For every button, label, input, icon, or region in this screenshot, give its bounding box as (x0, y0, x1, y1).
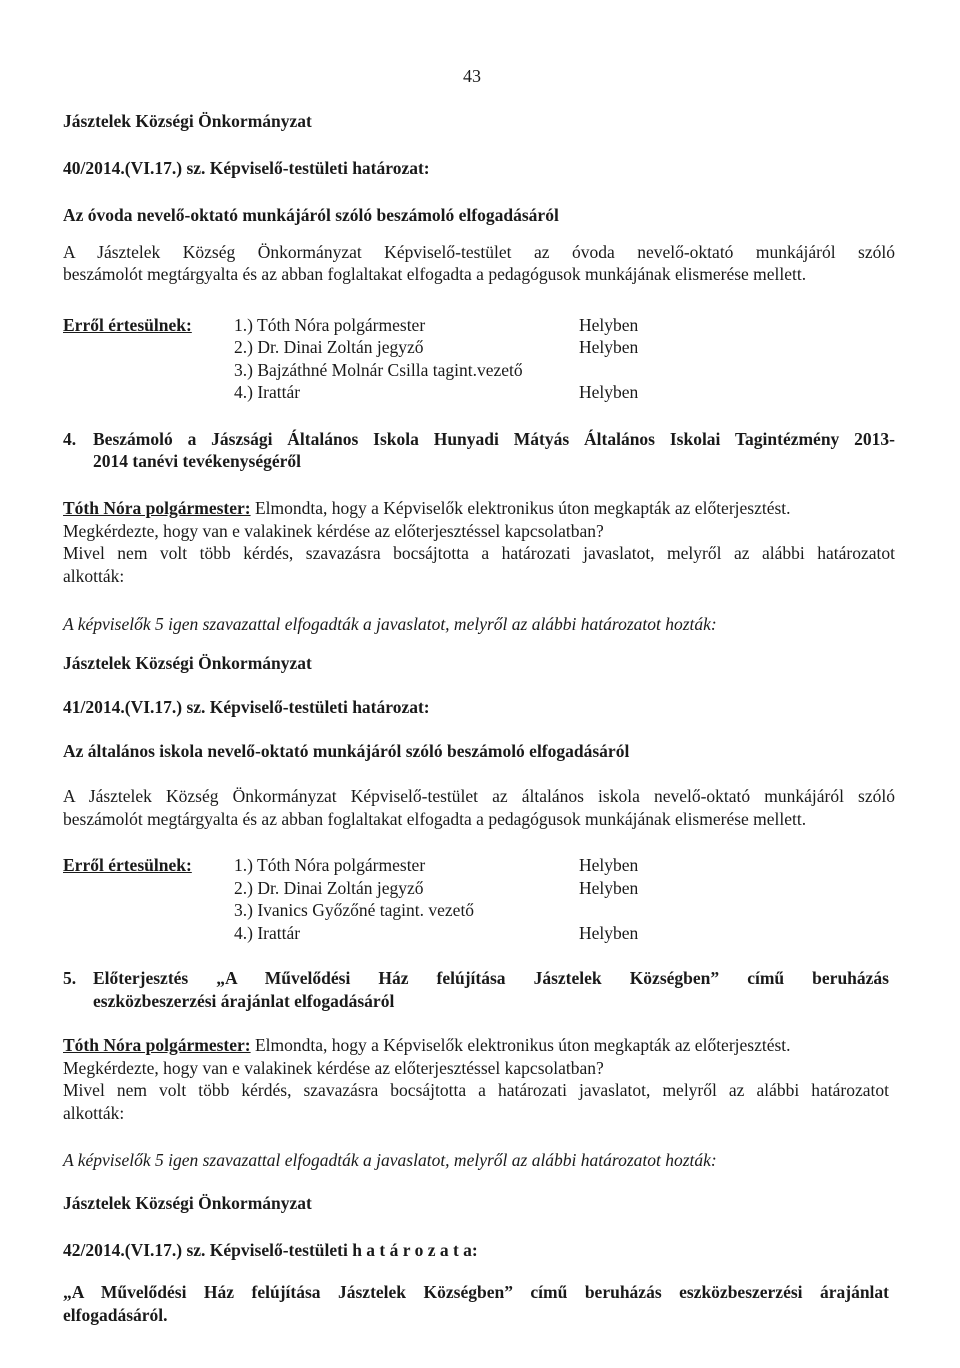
resolution-title: Az általános iskola nevelő-oktató munkájáról szóló beszámoló elfogadásáról (63, 741, 630, 761)
recipient-name: 4.) Irattár (234, 382, 301, 402)
recipient-location: Helyben (579, 382, 639, 402)
recipient-location: Helyben (579, 923, 639, 943)
org-heading: Jásztelek Községi Önkormányzat (63, 1193, 312, 1213)
resolution-body-line: beszámolót megtárgyalta és az abban foglaltakat elfogadta a pedagógusok munkájának elismerése mellett. (63, 809, 807, 829)
speaker-line: Tóth Nóra polgármester: Elmondta, hogy a Képviselők elektronikus úton megkapták az előterjesztést. (63, 498, 791, 518)
recipient-location: Helyben (579, 315, 639, 335)
recipient-name: 2.) Dr. Dinai Zoltán jegyző (234, 878, 424, 898)
minutes-line: Megkérdezte, hogy van e valakinek kérdése az előterjesztéssel kapcsolatban? (63, 521, 604, 541)
minutes-line: Mivel nem volt több kérdés, szavazásra bocsájtotta a határozati javaslatot, melyről az alábbi határozatot (63, 1080, 889, 1100)
org-heading: Jásztelek Községi Önkormányzat (63, 111, 312, 131)
agenda-item-title: eszközbeszerzési árajánlat elfogadásáról (93, 991, 395, 1011)
recipient-location: Helyben (579, 878, 639, 898)
minutes-line: Mivel nem volt több kérdés, szavazásra bocsájtotta a határozati javaslatot, melyről az alábbi határozatot (63, 543, 895, 563)
agenda-item-number: 5. (63, 968, 77, 988)
speaker-name: Tóth Nóra polgármester: (63, 1035, 251, 1055)
page-number: 43 (463, 66, 481, 86)
vote-result: A képviselők 5 igen szavazattal elfogadták a javaslatot, melyről az alábbi határozatot hozták: (63, 1150, 717, 1170)
agenda-item-number: 4. (63, 429, 77, 449)
resolution-number: 42/2014.(VI.17.) sz. Képviselő-testületi h a t á r o z a t a: (63, 1240, 478, 1260)
recipient-location: Helyben (579, 337, 639, 357)
minutes-line: alkották: (63, 566, 125, 586)
recipient-name: 1.) Tóth Nóra polgármester (234, 315, 426, 335)
org-heading: Jásztelek Községi Önkormányzat (63, 653, 312, 673)
resolution-title: elfogadásáról. (63, 1305, 168, 1325)
resolution-body-line: A Jásztelek Község Önkormányzat Képviselő-testület az általános iskola nevelő-oktató munkájáról szóló (63, 786, 895, 806)
resolution-number: 41/2014.(VI.17.) sz. Képviselő-testületi határozat: (63, 697, 430, 717)
resolution-body-line: beszámolót megtárgyalta és az abban foglaltakat elfogadta a pedagógusok munkájának elismerése mellett. (63, 264, 807, 284)
notify-label: Erről értesülnek: (63, 855, 192, 875)
minutes-line: Megkérdezte, hogy van e valakinek kérdése az előterjesztéssel kapcsolatban? (63, 1058, 604, 1078)
resolution-number: 40/2014.(VI.17.) sz. Képviselő-testületi határozat: (63, 158, 430, 178)
notify-label: Erről értesülnek: (63, 315, 192, 335)
recipient-name: 3.) Bajzáthné Molnár Csilla tagint.vezető (234, 360, 523, 380)
speaker-line: Tóth Nóra polgármester: Elmondta, hogy a Képviselők elektronikus úton megkapták az előterjesztést. (63, 1035, 791, 1055)
agenda-item-title: Előterjesztés „A Művelődési Ház felújítása Jásztelek Községben” című beruházás (93, 968, 889, 988)
vote-result: A képviselők 5 igen szavazattal elfogadták a javaslatot, melyről az alábbi határozatot hozták: (63, 614, 717, 634)
recipient-location: Helyben (579, 855, 639, 875)
minutes-line: alkották: (63, 1103, 125, 1123)
recipient-name: 4.) Irattár (234, 923, 301, 943)
agenda-item-title: 2014 tanévi tevékenységéről (93, 451, 302, 471)
agenda-item-title: Beszámoló a Jászsági Általános Iskola Hunyadi Mátyás Általános Iskolai Tagintézmény 2013- (93, 429, 895, 449)
recipient-name: 1.) Tóth Nóra polgármester (234, 855, 426, 875)
resolution-title: Az óvoda nevelő-oktató munkájáról szóló beszámoló elfogadásáról (63, 205, 559, 225)
resolution-title: „A Művelődési Ház felújítása Jásztelek Községben” című beruházás eszközbeszerzési árajánlat (63, 1282, 889, 1302)
speaker-name: Tóth Nóra polgármester: (63, 498, 251, 518)
recipient-name: 3.) Ivanics Győzőné tagint. vezető (234, 900, 475, 920)
recipient-name: 2.) Dr. Dinai Zoltán jegyző (234, 337, 424, 357)
resolution-body-line: A Jásztelek Község Önkormányzat Képviselő-testület az óvoda nevelő-oktató munkájáról szóló (63, 242, 895, 262)
